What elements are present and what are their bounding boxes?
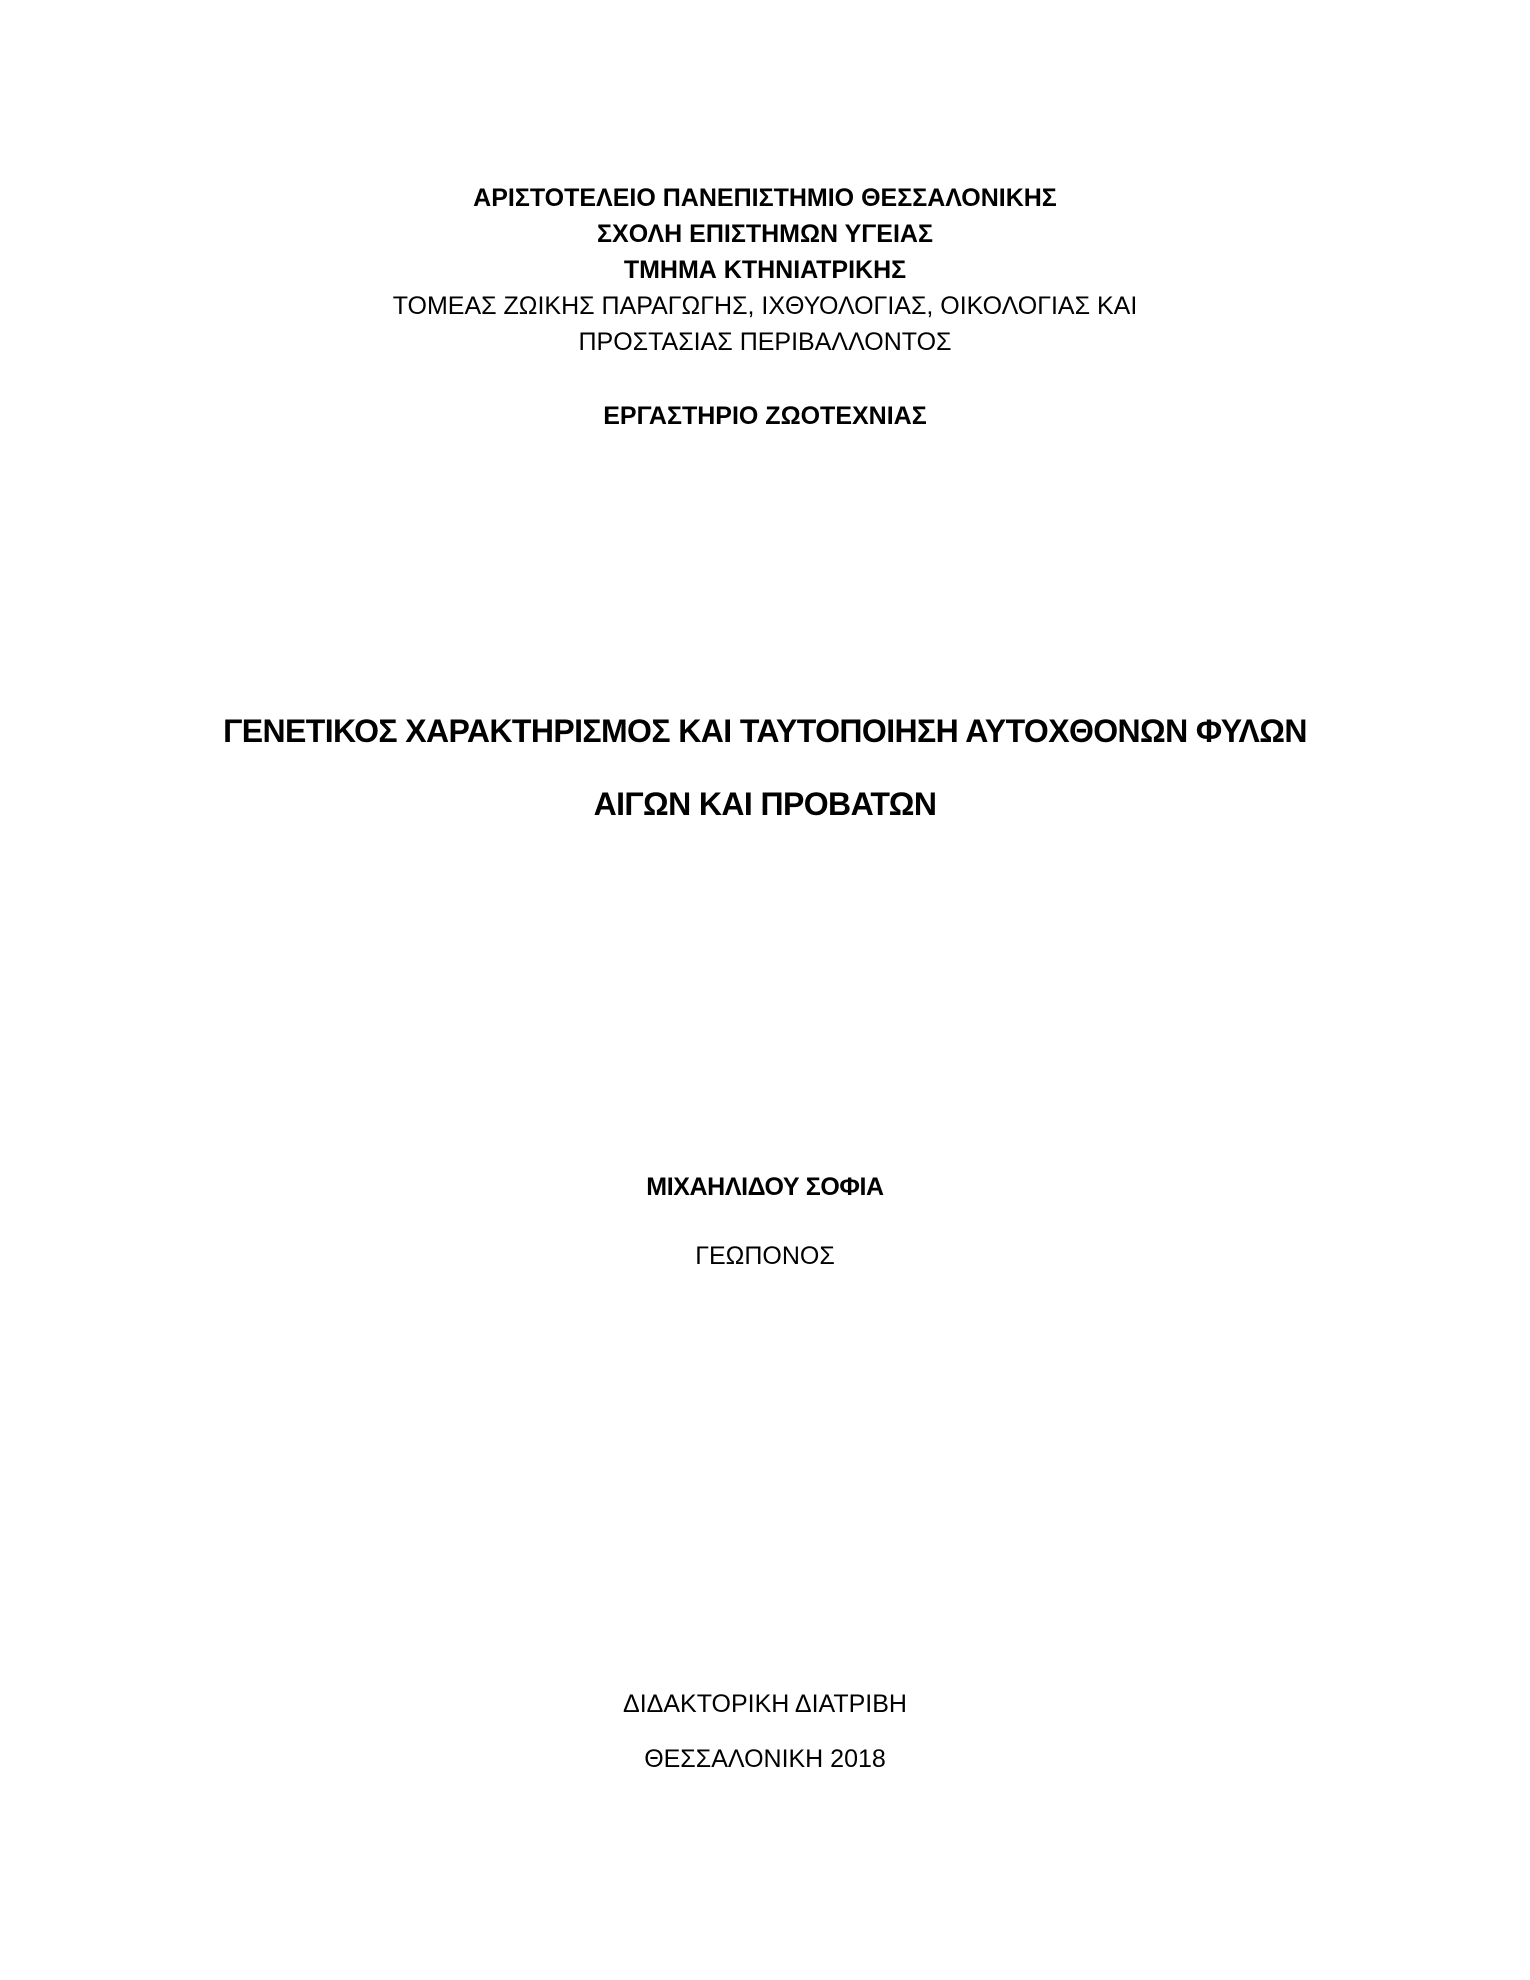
author-profession: ΓΕΩΠΟΝΟΣ [695,1242,835,1270]
laboratory-name: ΕΡΓΑΣΤΗΡΙΟ ΖΩΟΤΕΧΝΙΑΣ [603,402,927,430]
thesis-title-line-2: ΑΙΓΩΝ ΚΑΙ ΠΡΟΒΑΤΩΝ [593,786,937,822]
place-and-year: ΘΕΣΣΑΛΟΝΙΚΗ 2018 [644,1745,886,1773]
department-name: ΤΜΗΜΑ ΚΤΗΝΙΑΤΡΙΚΗΣ [623,256,907,284]
thesis-title-line-1: ΓΕΝΕΤΙΚΟΣ ΧΑΡΑΚΤΗΡΙΣΜΟΣ ΚΑΙ ΤΑΥΤΟΠΟΙΗΣΗ ΑΥΤΟΧΘΟΝΩΝ ΦΥΛΩΝ [223,713,1307,749]
school-name: ΣΧΟΛΗ ΕΠΙΣΤΗΜΩΝ ΥΓΕΙΑΣ [597,220,933,248]
sector-name-line-1: ΤΟΜΕΑΣ ΖΩΙΚΗΣ ΠΑΡΑΓΩΓΗΣ, ΙΧΘΥΟΛΟΓΙΑΣ, ΟΙΚΟΛΟΓΙΑΣ ΚΑΙ [392,292,1138,320]
university-name: ΑΡΙΣΤΟΤΕΛΕΙΟ ΠΑΝΕΠΙΣΤΗΜΙΟ ΘΕΣΣΑΛΟΝΙΚΗΣ [473,184,1057,212]
document-type: ΔΙΔΑΚΤΟΡΙΚΗ ΔΙΑΤΡΙΒΗ [623,1690,907,1718]
author-name: ΜΙΧΑΗΛΙΔΟΥ ΣΟΦΙΑ [646,1173,884,1201]
sector-name-line-2: ΠΡΟΣΤΑΣΙΑΣ ΠΕΡΙΒΑΛΛΟΝΤΟΣ [578,328,952,356]
